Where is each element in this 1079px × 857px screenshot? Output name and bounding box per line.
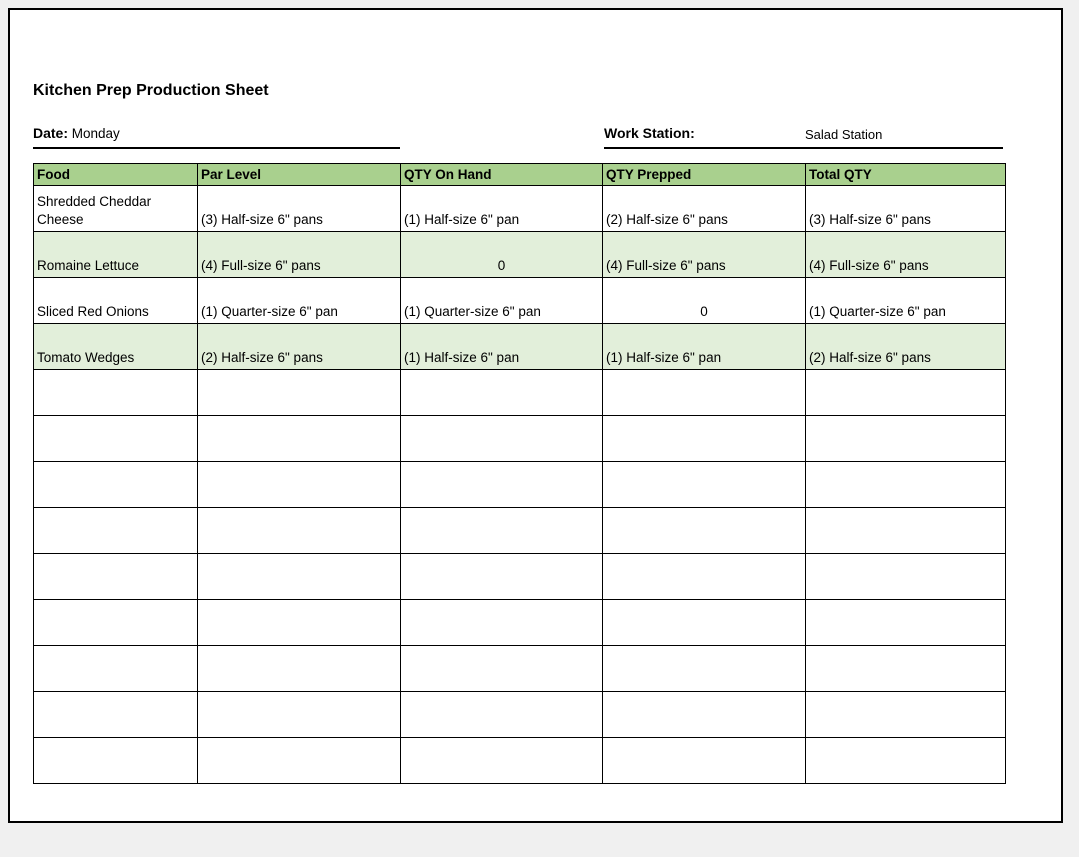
date-label: Date: xyxy=(33,125,69,141)
empty-cell[interactable] xyxy=(34,600,198,646)
empty-cell[interactable] xyxy=(603,370,806,416)
empty-cell[interactable] xyxy=(34,646,198,692)
empty-cell[interactable] xyxy=(198,416,401,462)
column-header[interactable]: QTY Prepped xyxy=(603,164,806,186)
empty-table-row xyxy=(34,508,1006,554)
column-header[interactable]: Food xyxy=(34,164,198,186)
empty-cell[interactable] xyxy=(198,508,401,554)
table-cell[interactable]: (4) Full-size 6" pans xyxy=(603,232,806,278)
table-cell[interactable]: (1) Quarter-size 6" pan xyxy=(198,278,401,324)
empty-table-row xyxy=(34,738,1006,784)
prep-table xyxy=(33,163,1006,784)
column-header[interactable]: QTY On Hand xyxy=(401,164,603,186)
empty-cell[interactable] xyxy=(34,554,198,600)
empty-table-row xyxy=(34,462,1006,508)
table-cell[interactable]: Sliced Red Onions xyxy=(34,278,198,324)
table-cell[interactable]: Romaine Lettuce xyxy=(34,232,198,278)
empty-cell[interactable] xyxy=(198,692,401,738)
empty-cell[interactable] xyxy=(401,554,603,600)
table-body xyxy=(34,186,1006,784)
empty-cell[interactable] xyxy=(401,416,603,462)
table-cell[interactable]: 0 xyxy=(401,232,603,278)
empty-cell[interactable] xyxy=(603,646,806,692)
table-row xyxy=(34,278,1006,324)
empty-cell[interactable] xyxy=(34,738,198,784)
table-cell[interactable]: (1) Quarter-size 6" pan xyxy=(401,278,603,324)
table-cell[interactable]: (2) Half-size 6" pans xyxy=(806,324,1006,370)
empty-cell[interactable] xyxy=(401,738,603,784)
empty-cell[interactable] xyxy=(34,416,198,462)
column-header[interactable]: Par Level xyxy=(198,164,401,186)
table-cell[interactable]: (2) Half-size 6" pans xyxy=(198,324,401,370)
work-station-label: Work Station: xyxy=(604,125,695,141)
empty-cell[interactable] xyxy=(401,646,603,692)
table-header-row xyxy=(34,164,1006,186)
empty-cell[interactable] xyxy=(401,462,603,508)
empty-cell[interactable] xyxy=(806,370,1006,416)
table-cell[interactable]: (4) Full-size 6" pans xyxy=(198,232,401,278)
empty-cell[interactable] xyxy=(198,554,401,600)
empty-cell[interactable] xyxy=(401,692,603,738)
page-title: Kitchen Prep Production Sheet xyxy=(33,82,269,99)
empty-cell[interactable] xyxy=(603,738,806,784)
table-cell[interactable]: (4) Full-size 6" pans xyxy=(806,232,1006,278)
empty-cell[interactable] xyxy=(603,416,806,462)
table-cell[interactable]: 0 xyxy=(603,278,806,324)
empty-cell[interactable] xyxy=(34,692,198,738)
empty-cell[interactable] xyxy=(34,508,198,554)
empty-cell[interactable] xyxy=(603,554,806,600)
empty-cell[interactable] xyxy=(806,462,1006,508)
empty-cell[interactable] xyxy=(198,370,401,416)
empty-cell[interactable] xyxy=(806,554,1006,600)
empty-cell[interactable] xyxy=(603,462,806,508)
empty-table-row xyxy=(34,416,1006,462)
empty-cell[interactable] xyxy=(806,508,1006,554)
empty-cell[interactable] xyxy=(401,370,603,416)
document-page xyxy=(8,8,1063,823)
empty-cell[interactable] xyxy=(603,692,806,738)
table-row xyxy=(34,232,1006,278)
empty-cell[interactable] xyxy=(198,738,401,784)
work-station-value[interactable]: Salad Station xyxy=(805,127,883,142)
table-cell[interactable]: (1) Half-size 6" pan xyxy=(603,324,806,370)
work-station-field xyxy=(604,125,1003,149)
empty-table-row xyxy=(34,554,1006,600)
table-row xyxy=(34,186,1006,232)
date-value[interactable]: Monday xyxy=(71,126,120,141)
empty-table-row xyxy=(34,600,1006,646)
table-cell[interactable]: (1) Half-size 6" pan xyxy=(401,186,603,232)
empty-table-row xyxy=(34,692,1006,738)
table-cell[interactable]: (2) Half-size 6" pans xyxy=(603,186,806,232)
column-header[interactable]: Total QTY xyxy=(806,164,1006,186)
empty-cell[interactable] xyxy=(806,416,1006,462)
table-row xyxy=(34,324,1006,370)
empty-cell[interactable] xyxy=(401,508,603,554)
empty-cell[interactable] xyxy=(806,692,1006,738)
empty-cell[interactable] xyxy=(34,370,198,416)
table-cell[interactable]: Shredded Cheddar Cheese xyxy=(34,186,198,232)
empty-cell[interactable] xyxy=(603,600,806,646)
table-cell[interactable]: (1) Half-size 6" pan xyxy=(401,324,603,370)
empty-table-row xyxy=(34,370,1006,416)
empty-cell[interactable] xyxy=(198,462,401,508)
empty-cell[interactable] xyxy=(198,646,401,692)
table-cell[interactable]: Tomato Wedges xyxy=(34,324,198,370)
table-cell[interactable]: (3) Half-size 6" pans xyxy=(806,186,1006,232)
empty-cell[interactable] xyxy=(603,508,806,554)
empty-cell[interactable] xyxy=(806,646,1006,692)
empty-cell[interactable] xyxy=(806,600,1006,646)
empty-cell[interactable] xyxy=(34,462,198,508)
empty-cell[interactable] xyxy=(806,738,1006,784)
table-cell[interactable]: (3) Half-size 6" pans xyxy=(198,186,401,232)
date-field xyxy=(33,125,400,149)
empty-cell[interactable] xyxy=(401,600,603,646)
empty-table-row xyxy=(34,646,1006,692)
empty-cell[interactable] xyxy=(198,600,401,646)
table-cell[interactable]: (1) Quarter-size 6" pan xyxy=(806,278,1006,324)
